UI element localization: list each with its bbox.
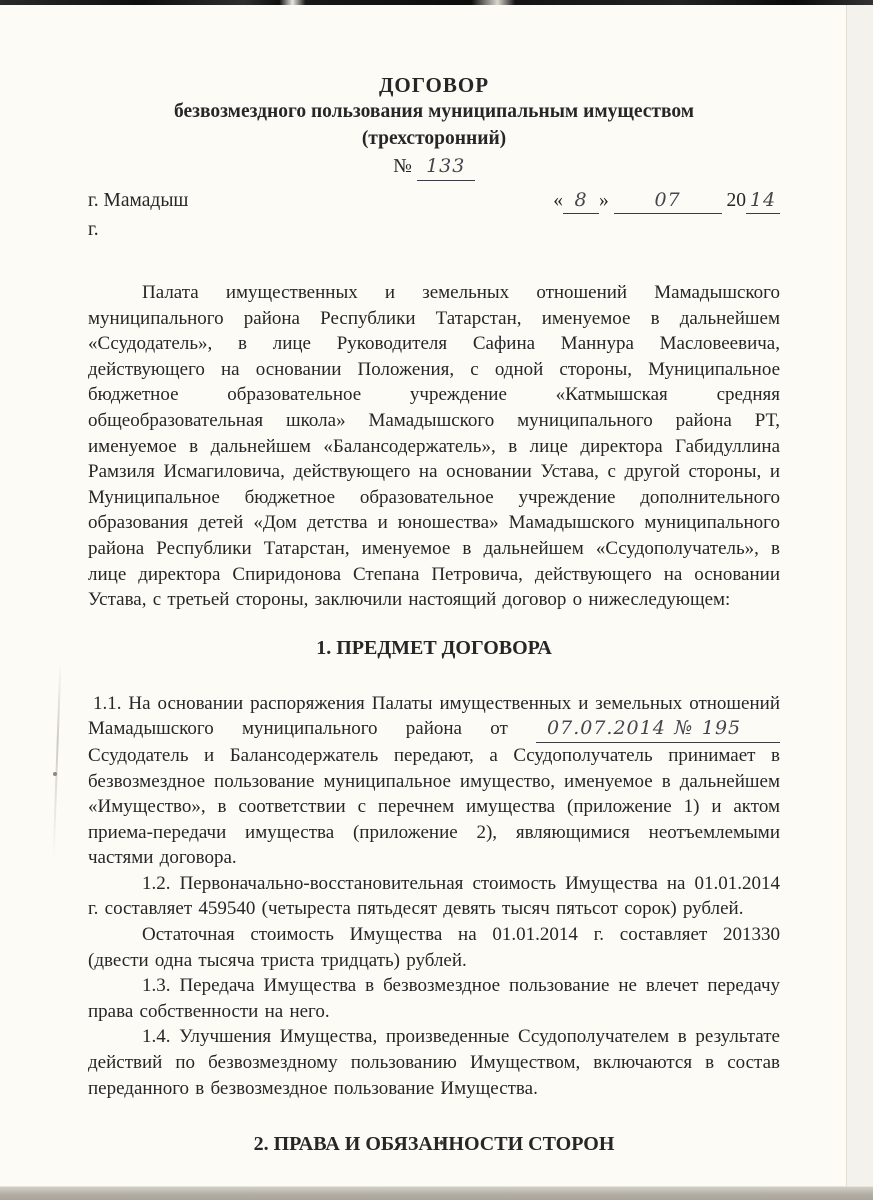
clause-1-2: 1.2. Первоначально-восстановительная стоимость Имущества на 01.01.2014 г. составляет 459540 (четыреста пятьдесят девять тысяч пятьсот сорок) рублей. [88, 872, 780, 920]
document-subtitle: безвозмездного пользования муниципальным имуществом [173, 101, 695, 122]
place-name: г. Мамадыш [88, 190, 189, 211]
ink-speck [53, 772, 57, 776]
clause-1-1 [88, 691, 780, 871]
place-line-2: г. [88, 219, 99, 240]
document-title: ДОГОВОР [378, 73, 490, 97]
document-number-line [88, 153, 780, 181]
date-month-handwritten: 07 [614, 187, 722, 214]
scan-edge-bottom-artifact [0, 1186, 873, 1200]
clause-1-1-text-pre: 1.1. На основании распоряжения Палаты имущественных и земельных отношений Мамадышского муниципального района от [88, 692, 780, 740]
number-label: № [393, 156, 412, 177]
preamble-paragraph: Палата имущественных и земельных отношений Мамадышского муниципального района Республики Татарстан, именуемое в дальнейшем «Ссудодатель», в лице Руководителя Сафина Маннура Масловеевича, действующего на основании Положения, с одной стороны, Муниципальное бюджетное образовательное учреждение «Катмышская средняя общеобразовательная школа» Мамадышского муниципального района РТ, именуемое в дальнейшем «Балансодержатель», в лице директора Габидуллина Рамзиля Исмагиловича, действующего на основании Устава, с другой стороны, и Муниципальное бюджетное образовательное учреждение дополнительного образования детей «Дом детства и юношества» Мамадышского муниципального района Республики Татарстан, именуемое в дальнейшем «Ссудополучатель», в лице директора Спиридонова Степана Петровича, действующего на основании Устава, с третьей стороны, заключили настоящий договор о нижеследующем: [88, 282, 780, 611]
clause-1-2-residual: Остаточная стоимость Имущества на 01.01.2014 г. составляет 201330 (двести одна тысяча триста тридцать) рублей. [88, 924, 780, 971]
date-day-handwritten: 8 [563, 187, 599, 214]
clause-1-1-handwritten-order: 07.07.2014 № 195 [536, 716, 780, 743]
section-2-heading: 2. ПРАВА И ОБЯЗАННОСТИ СТОРОН [253, 1133, 615, 1156]
document-content [88, 72, 780, 1200]
number-handwritten-value: 133 [417, 153, 475, 181]
date-line [553, 187, 780, 214]
clause-1-1-text-post: Ссудодатель и Балансодержатель передают, а Ссудополучатель принимает в безвозмездное пользование муниципальное имущество, именуемое в дальнейшем «Имущество», в соответствии с перечнем имущества (приложение 1) и актом приема-передачи имущества (приложение 2), являющимися неотъемлемыми частями договора. [88, 744, 780, 869]
clause-1-4: 1.4. Улучшения Имущества, произведенные Ссудополучателем в результате действий по безвозмездному пользованию Имуществом, включаются в состав переданного в безвозмездное пользование Имущества. [88, 1026, 780, 1099]
scan-edge-top-artifact [0, 0, 873, 5]
clause-1-3: 1.3. Передача Имущества в безвозмездное пользование не влечет передачу права собственности на него. [88, 975, 780, 1022]
document-subtitle-type: (трехсторонний) [361, 128, 507, 149]
paper-crease [53, 662, 62, 857]
section-1-heading: 1. ПРЕДМЕТ ДОГОВОРА [316, 636, 552, 659]
place-date-row [88, 187, 780, 214]
date-century: 20 [726, 190, 746, 211]
page-shadow-right [846, 5, 873, 1187]
date-close-quote: » [599, 190, 609, 211]
date-year-handwritten: 14 [746, 187, 780, 214]
date-open-quote: « [553, 190, 563, 211]
